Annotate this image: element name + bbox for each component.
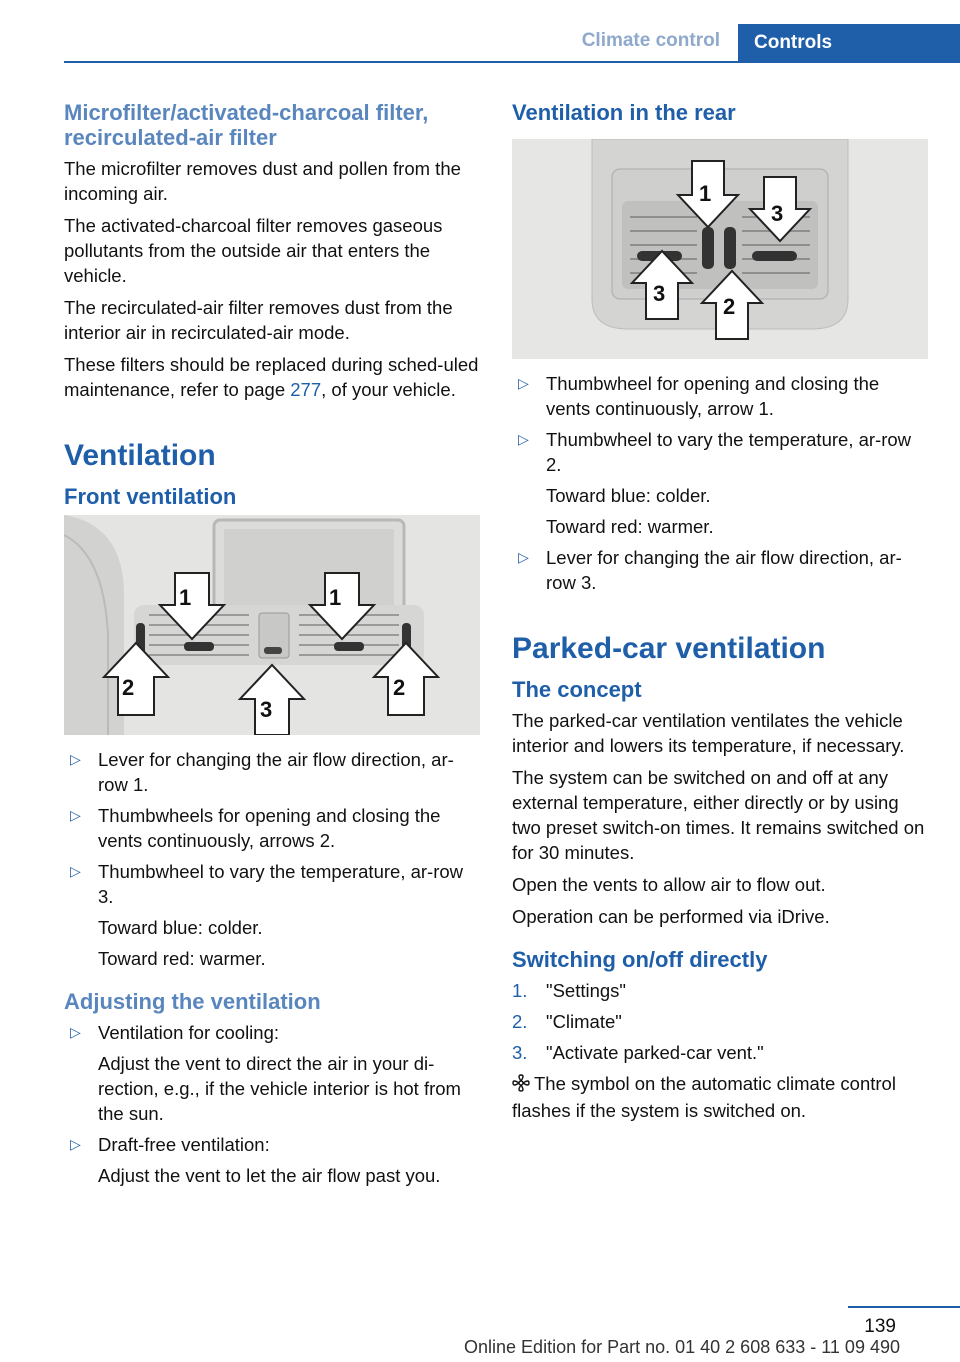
footer-rule: [848, 1306, 960, 1308]
list-subtext: Toward blue: colder.: [98, 917, 263, 938]
list-subtext: Adjust the vent to let the air flow past you.: [98, 1165, 441, 1186]
left-column: [64, 100, 480, 1194]
header-rule: [64, 61, 960, 63]
adjusting-heading: Adjusting the ventilation: [64, 989, 321, 1014]
triangle-bullet-icon: ▷: [70, 1024, 81, 1040]
list-item: ▷ Ventilation for cooling: Adjust the vent to direct the air in your di‐rection, e.g., if the vehicle interior is hot from the sun.: [64, 1020, 480, 1126]
rear-ventilation-figure: [512, 139, 928, 359]
list-item: ▷ Thumbwheel for opening and closing the vents continuously, arrow 1.: [518, 373, 880, 419]
list-item: 2. "Climate": [512, 1011, 622, 1032]
concept-paragraph-4: Operation can be performed via iDrive.: [512, 906, 830, 927]
concept-paragraph-1: The parked-car ventilation ventilates the vehicle interior and lowers its temperature, if necessary.: [512, 710, 905, 756]
front-callout-1b: 1: [329, 585, 342, 610]
page-link-277[interactable]: 277: [290, 379, 322, 400]
switching-heading: Switching on/off directly: [512, 947, 768, 972]
rear-callout-3a: 3: [771, 201, 784, 226]
front-ventilation-heading: Front ventilation: [64, 484, 237, 509]
triangle-bullet-icon: ▷: [518, 431, 529, 447]
list-item: ▷ Draft-free ventilation: Adjust the vent to let the air flow past you.: [64, 1132, 480, 1188]
parked-car-heading: Parked-car ventilation: [512, 632, 826, 665]
header-chapter-tab: Controls: [738, 24, 960, 61]
front-ventilation-list: [64, 747, 480, 971]
footer-edition: Online Edition for Part no. 01 40 2 608 633 - 11 09 490: [464, 1337, 900, 1357]
right-column: [512, 100, 928, 1130]
rear-callout-3b: 3: [653, 281, 666, 306]
switching-steps: [512, 978, 928, 1065]
fan-icon: [512, 1073, 534, 1098]
symbol-note: The symbol on the automatic climate control flashes if the system is switched on.: [512, 1073, 896, 1121]
header-section-title: Climate control: [581, 30, 720, 51]
rear-ventilation-list: [512, 371, 928, 595]
triangle-bullet-icon: ▷: [70, 1136, 81, 1152]
filter-p4-after: , of your vehicle.: [321, 379, 456, 400]
list-subtext: Toward blue: colder.: [546, 485, 711, 506]
front-callout-1a: 1: [179, 585, 192, 610]
list-item: 3. "Activate parked-car vent.": [512, 1042, 764, 1063]
concept-paragraph-3: Open the vents to allow air to flow out.: [512, 874, 826, 895]
rear-callout-1: 1: [699, 181, 712, 206]
filter-paragraph-2: The activated-charcoal filter removes gaseous pollutants from the outside air that enters the vehicle.: [64, 215, 443, 286]
front-ventilation-figure: [64, 515, 480, 735]
concept-heading: The concept: [512, 677, 642, 702]
triangle-bullet-icon: ▷: [518, 549, 529, 565]
triangle-bullet-icon: ▷: [70, 807, 81, 823]
list-item: ▷ Thumbwheels for opening and closing the vents continuously, arrows 2.: [70, 805, 441, 851]
rear-ventilation-heading: Ventilation in the rear: [512, 100, 736, 125]
page-number: 139: [864, 1316, 896, 1337]
front-callout-2b: 2: [393, 675, 406, 700]
triangle-bullet-icon: ▷: [70, 751, 81, 767]
list-subtext: Adjust the vent to direct the air in your di‐rection, e.g., if the vehicle interior is hot from the sun.: [98, 1053, 461, 1124]
filter-p4-before: These filters should be replaced during sched‐uled maintenance, refer to page: [64, 354, 479, 400]
list-item: ▷ Lever for changing the air flow direction, ar‐row 3.: [518, 547, 902, 593]
list-item: ▷ Thumbwheel to vary the temperature, ar‐row 3. Toward blue: colder. Toward red: warmer.: [64, 859, 480, 971]
list-subtext: Toward red: warmer.: [98, 948, 266, 969]
list-item: 1. "Settings": [512, 980, 626, 1001]
front-callout-3: 3: [260, 697, 273, 722]
front-callout-2a: 2: [122, 675, 135, 700]
list-subtext: Toward red: warmer.: [546, 516, 714, 537]
concept-paragraph-2: The system can be switched on and off at any external temperature, either directly or by using two preset switch-on times. It remains switched on for 30 minutes.: [512, 767, 925, 863]
list-item: ▷ Lever for changing the air flow direction, ar‐row 1.: [70, 749, 454, 795]
filter-heading: Microfilter/activated-charcoal filter, recirculated-air filter: [64, 100, 429, 150]
triangle-bullet-icon: ▷: [70, 863, 81, 879]
adjusting-list: [64, 1020, 480, 1188]
ventilation-heading: Ventilation: [64, 439, 216, 472]
filter-paragraph-1: The microfilter removes dust and pollen from the incoming air.: [64, 158, 461, 204]
triangle-bullet-icon: ▷: [518, 375, 529, 391]
filter-paragraph-3: The recirculated-air filter removes dust from the interior air in recirculated-air mode.: [64, 297, 453, 343]
filter-paragraph-4: [64, 352, 480, 402]
list-item: ▷ Thumbwheel to vary the temperature, ar‐row 2. Toward blue: colder. Toward red: warmer.: [512, 427, 928, 539]
rear-callout-2: 2: [723, 294, 736, 319]
